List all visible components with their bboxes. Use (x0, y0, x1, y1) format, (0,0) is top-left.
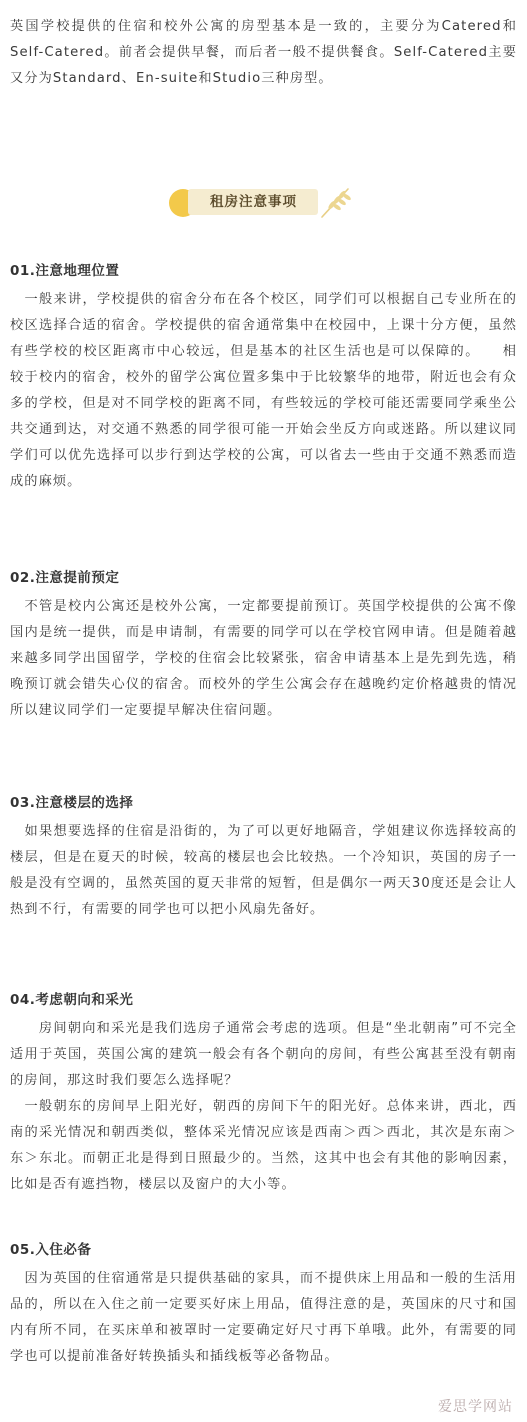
section-heading: 04.考虑朝向和采光 (10, 992, 134, 1008)
section-heading: 02.注意提前预定 (10, 570, 120, 586)
site-watermark: 爱思学网站 (438, 1399, 513, 1415)
section-heading: 03.注意楼层的选择 (10, 795, 134, 811)
section-body-continued: 一般朝东的房间早上阳光好，朝西的房间下午的阳光好。总体来讲，西北，西南的采光情况和朝西类似，整体采光情况应该是西南＞西＞西北，其次是东南＞东＞东北。而朝正北是得到日照最少的。当然，这其中也会有其他的影响因素，比如是否有遮挡物，楼层以及窗户的大小等。 (10, 1099, 517, 1192)
intro-paragraph: 英国学校提供的住宿和校外公寓的房型基本是一致的，主要分为Catered和Self-Catered。前者会提供早餐，而后者一般不提供餐食。Self-Catered主要又分为Standard、En-suite和Studio三种房型。 (10, 19, 517, 86)
section-heading: 05.入住必备 (10, 1242, 92, 1258)
section-banner (166, 184, 356, 220)
wheat-leaf-icon (318, 186, 352, 220)
section-body: 因为英国的住宿通常是只提供基础的家具，而不提供床上用品和一般的生活用品的，所以在入住之前一定要买好床上用品，值得注意的是，英国床的尺寸和国内有所不同，在买床单和被罩时一定要确定好尺寸再下单哦。此外，有需要的同学也可以提前准备好转换插头和插线板等必备物品。 (10, 1271, 517, 1364)
section-heading: 01.注意地理位置 (10, 263, 120, 279)
section-body: 房间朝向和采光是我们选房子通常会考虑的选项。但是“坐北朝南”可不完全适用于英国，英国公寓的建筑一般会有各个朝向的房间，有些公寓甚至没有朝南的房间，那这时我们要怎么选择呢？ (10, 1021, 517, 1088)
section-body: 不管是校内公寓还是校外公寓，一定都要提前预订。英国学校提供的公寓不像国内是统一提供，而是申请制，有需要的同学可以在学校官网申请。但是随着越来越多同学出国留学，学校的住宿会比较紧张，宿舍申请基本上是先到先选，稍晚预订就会错失心仪的宿舍。而校外的学生公寓会存在越晚约定价格越贵的情况所以建议同学们一定要提早解决住宿问题。 (10, 599, 517, 718)
section-body: 一般来讲，学校提供的宿舍分布在各个校区，同学们可以根据自己专业所在的校区选择合适的宿舍。学校提供的宿舍通常集中在校园中，上课十分方便，虽然有些学校的校区距离市中心较远，但是基本的社区生活也是可以保障的。 相较于校内的宿舍，校外的留学公寓位置多集中于比较繁华的地带，附近也会有众多的学校，但是对不同学校的距离不同，有些较远的学校可能还需要同学乘坐公共交通到达，对交通不熟悉的同学很可能一开始会坐反方向或迷路。所以建议同学们可以优先选择可以步行到达学校的公寓，可以省去一些由于交通不熟悉而造成的麻烦。 (10, 292, 517, 489)
banner-title: 租房注意事项 (210, 194, 297, 210)
section-body: 如果想要选择的住宿是沿街的，为了可以更好地隔音，学姐建议你选择较高的楼层，但是在夏天的时候，较高的楼层也会比较热。一个冷知识，英国的房子一般是没有空调的，虽然英国的夏天非常的短暂，但是偶尔一两天30度还是会让人热到不行，有需要的同学也可以把小风扇先备好。 (10, 824, 517, 917)
